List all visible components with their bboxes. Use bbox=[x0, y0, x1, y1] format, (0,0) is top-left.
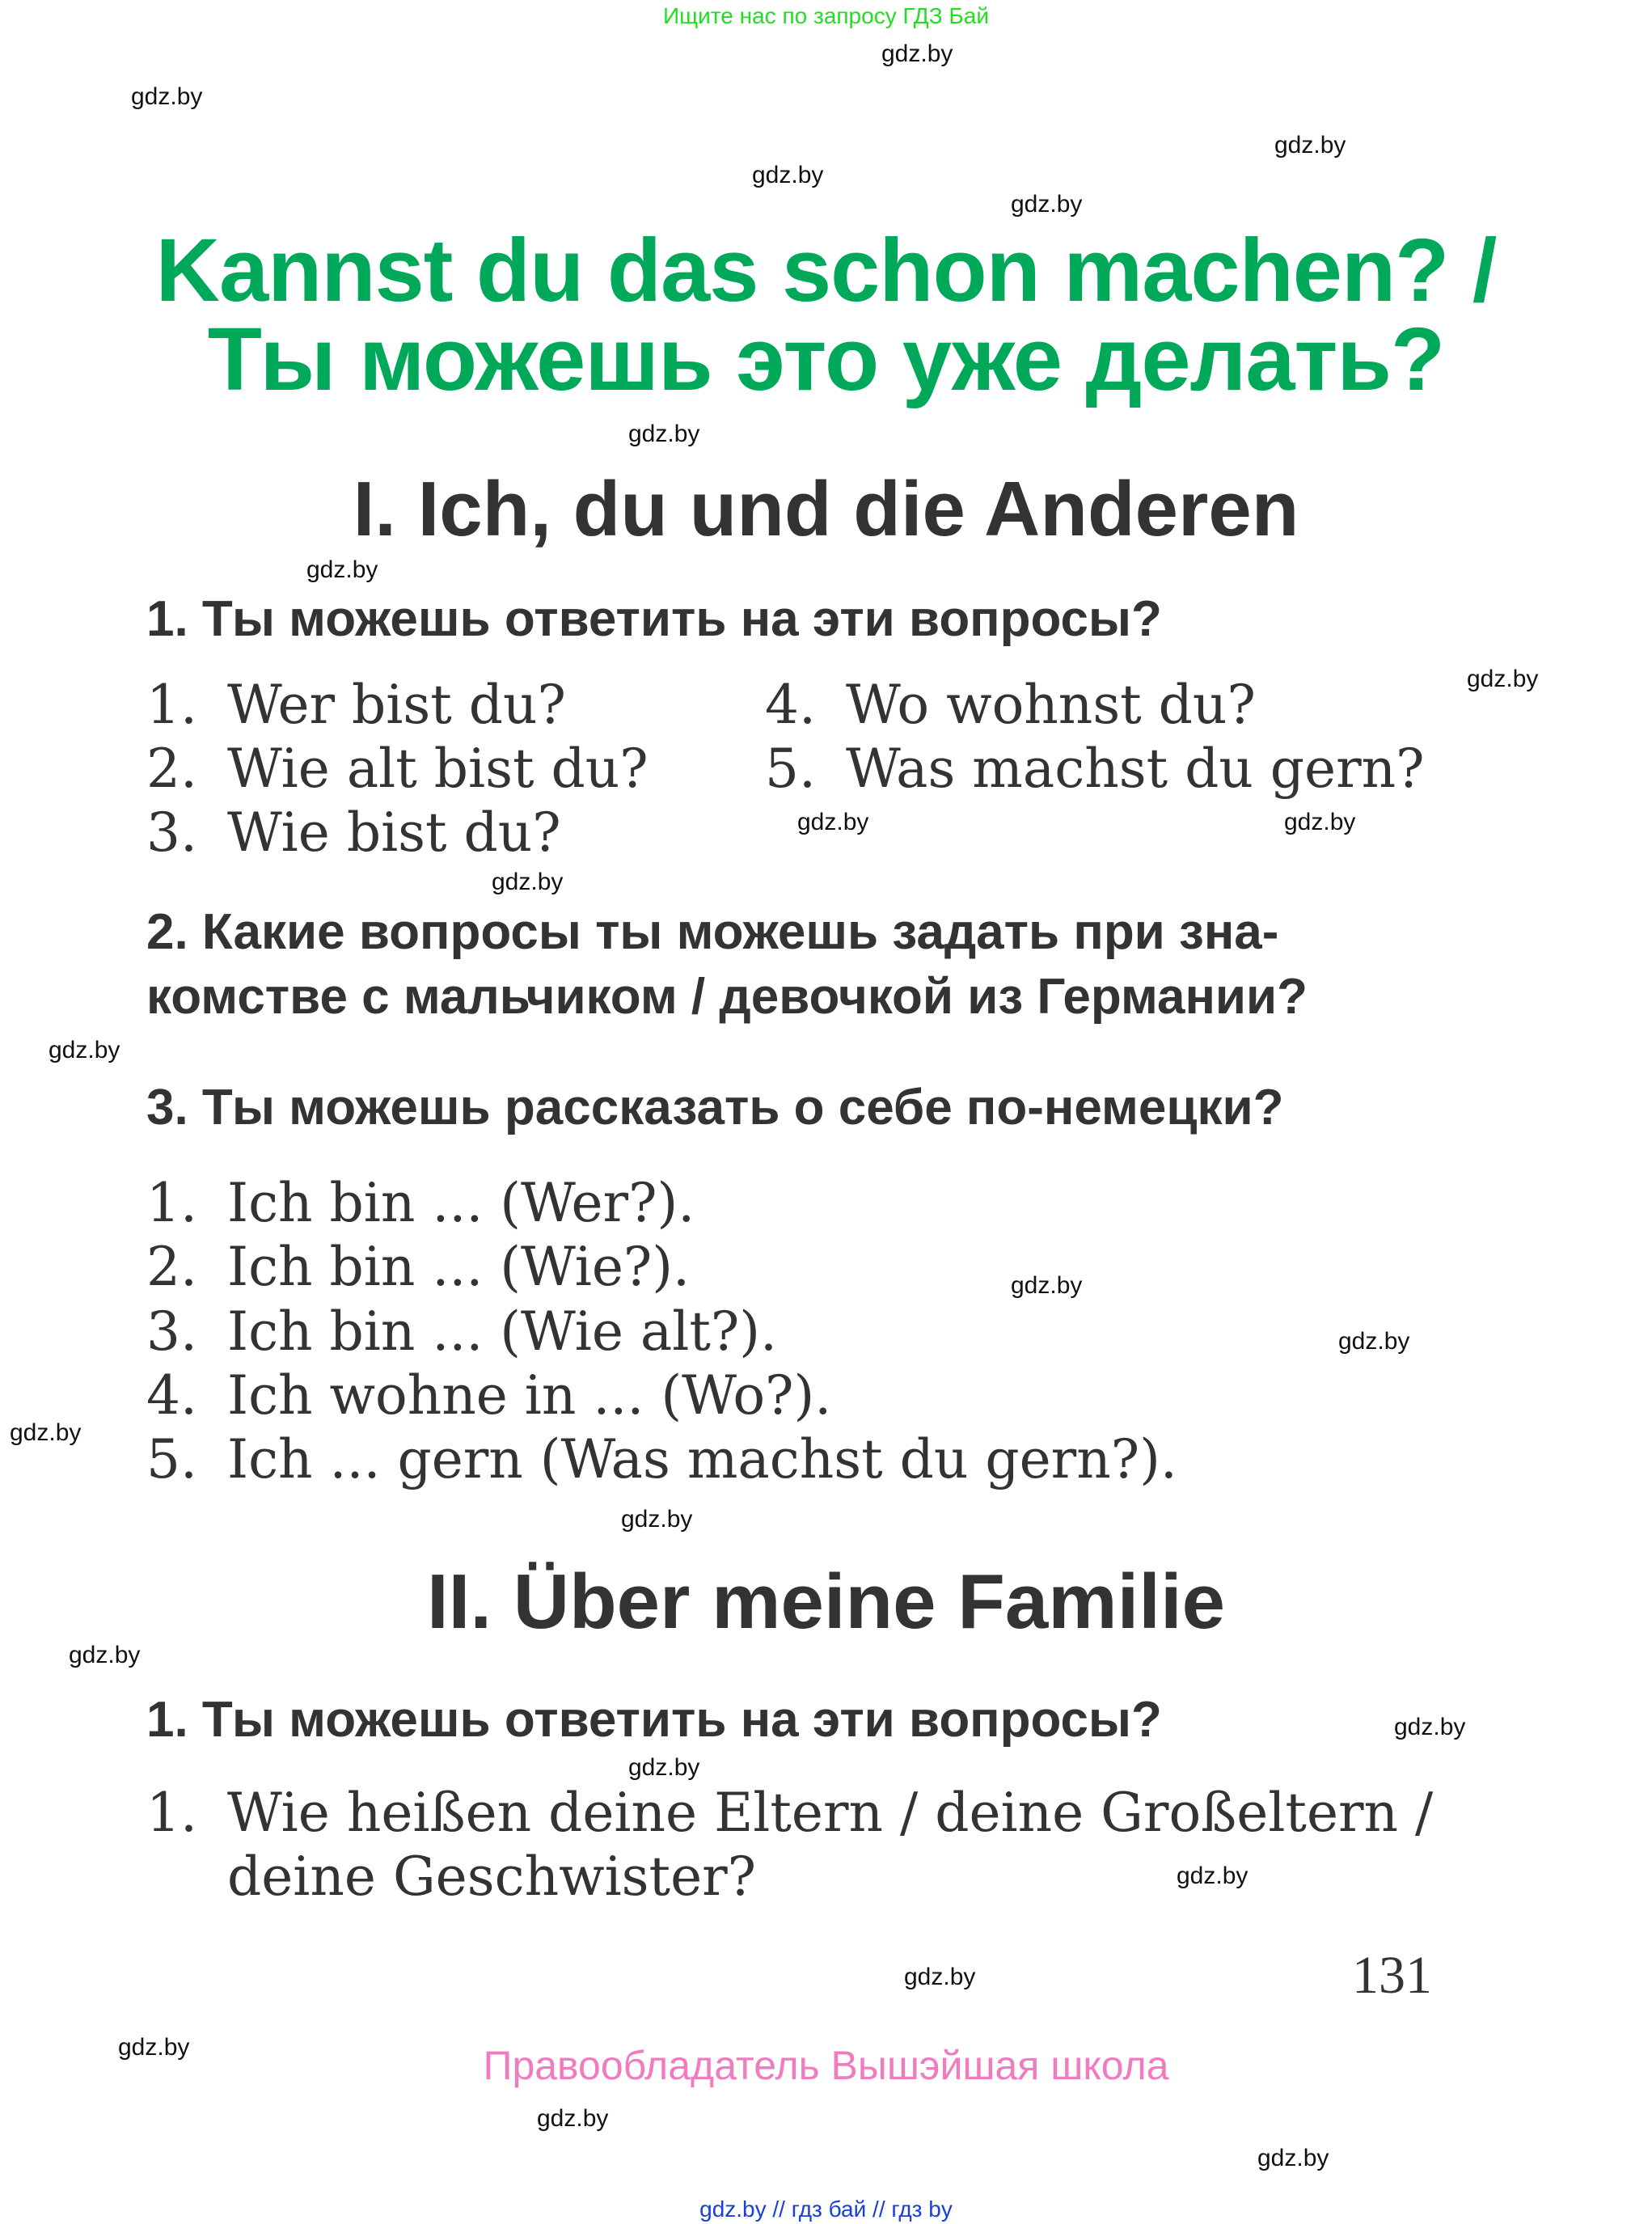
list-item: 1. Wie heißen deine Eltern / deine Großeltern / bbox=[146, 1782, 1434, 1844]
list-item: 3. Ich bin ... (Wie alt?). bbox=[146, 1300, 777, 1363]
watermark: gdz.by bbox=[1177, 1862, 1249, 1889]
watermark: gdz.by bbox=[118, 2034, 190, 2061]
watermark: gdz.by bbox=[131, 83, 203, 110]
watermark: gdz.by bbox=[49, 1037, 120, 1063]
list-item-continuation: deine Geschwister? bbox=[227, 1846, 757, 1908]
list-item: 5. Ich ... gern (Was machst du gern?). bbox=[146, 1428, 1177, 1490]
watermark: gdz.by bbox=[1011, 1272, 1083, 1299]
watermark: gdz.by bbox=[797, 809, 869, 835]
watermark: gdz.by bbox=[621, 1506, 693, 1533]
list-item: 2. Wie alt bist du? bbox=[146, 738, 649, 800]
footer-links[interactable]: gdz.by // гдз бай // гдз by bbox=[699, 2197, 953, 2222]
watermark: gdz.by bbox=[628, 421, 700, 447]
watermark: gdz.by bbox=[10, 1419, 82, 1446]
copyright-notice: Правообладатель Вышэйшая школа bbox=[483, 2043, 1169, 2088]
question-2-heading-line1: 2. Какие вопросы ты можешь задать при зна- bbox=[146, 904, 1279, 960]
watermark: gdz.by bbox=[904, 1964, 976, 1990]
section2-question-1-heading: 1. Ты можешь ответить на эти вопросы? bbox=[146, 1692, 1162, 1748]
list-item: 4. Ich wohne in ... (Wo?). bbox=[146, 1364, 832, 1427]
watermark: gdz.by bbox=[628, 1754, 700, 1781]
question-2-heading-line2: комстве с мальчиком / девочкой из Германии? bbox=[146, 969, 1308, 1025]
question-1-heading: 1. Ты можешь ответить на эти вопросы? bbox=[146, 591, 1162, 647]
watermark: gdz.by bbox=[881, 40, 953, 67]
watermark: gdz.by bbox=[1338, 1328, 1410, 1355]
list-item: 5. Was machst du gern? bbox=[765, 738, 1425, 800]
watermark: gdz.by bbox=[306, 556, 378, 583]
watermark: gdz.by bbox=[1394, 1714, 1466, 1740]
watermark: gdz.by bbox=[537, 2105, 609, 2132]
question-3-heading: 3. Ты можешь рассказать о себе по-немецки? bbox=[146, 1080, 1284, 1135]
list-item: 1. Ich bin ... (Wer?). bbox=[146, 1172, 695, 1234]
section-heading-2: II. Über meine Familie bbox=[427, 1558, 1225, 1645]
search-hint-link[interactable]: Ищите нас по запросу ГДЗ Бай bbox=[662, 3, 990, 28]
watermark: gdz.by bbox=[1284, 809, 1356, 835]
watermark: gdz.by bbox=[69, 1642, 141, 1668]
watermark: gdz.by bbox=[1274, 132, 1346, 159]
title-german: Kannst du das schon machen? / bbox=[155, 221, 1497, 320]
title-russian: Ты можешь это уже делать? bbox=[207, 310, 1445, 409]
watermark: gdz.by bbox=[1011, 191, 1083, 218]
page-number: 131 bbox=[1352, 1946, 1432, 2005]
list-item: 4. Wo wohnst du? bbox=[765, 674, 1256, 736]
watermark: gdz.by bbox=[492, 869, 564, 895]
list-item: 2. Ich bin ... (Wie?). bbox=[146, 1236, 690, 1298]
watermark: gdz.by bbox=[1257, 2145, 1329, 2171]
list-item: 3. Wie bist du? bbox=[146, 801, 561, 864]
watermark: gdz.by bbox=[752, 162, 824, 188]
watermark: gdz.by bbox=[1467, 666, 1539, 692]
section-heading-1: I. Ich, du und die Anderen bbox=[353, 466, 1299, 552]
list-item: 1. Wer bist du? bbox=[146, 674, 566, 736]
